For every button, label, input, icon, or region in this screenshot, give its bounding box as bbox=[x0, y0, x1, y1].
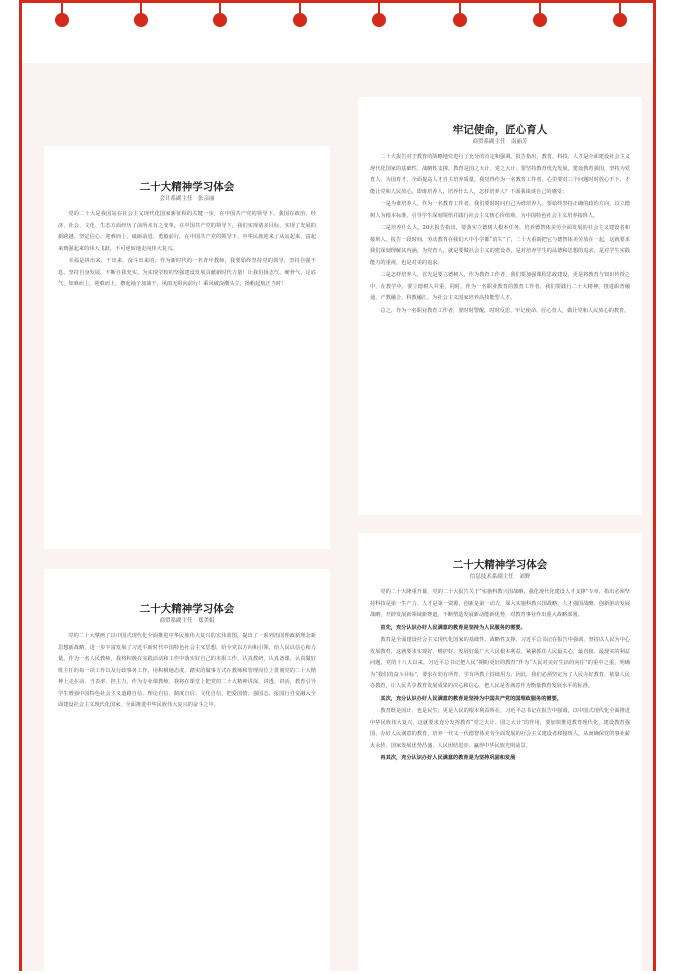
pin-icon bbox=[213, 3, 227, 29]
article-paragraph: 二是培养什么人。20大报告指出，要落实立德树人根本任务，培养德智体美劳全面发展的社会主义建设者和接班人。报告一段时间，劳动教育在我们大中小学都“消失”了，二十大重新把它与德智体美劳放在一起，这就要求我们深刻理解其内涵，为党育人，就是要做社会主义的建设者，是对培养学生的品德和思想的追求，是对学生实践能力的重视，也是对美的追求。 bbox=[370, 225, 630, 266]
pin-icon bbox=[453, 3, 467, 29]
article-card bbox=[358, 97, 642, 515]
pin-icon bbox=[613, 3, 627, 29]
article-paragraph: 幸福是拼出来、干出来、奋斗出来的。作为新时代的一名青年教师，我要始终坚持党的领导，坚持自强不息、坚持自身发展，不断自我充实，为实现学校的坚强建设发展贡献新时代力量！让我们扬志气、硬骨气、足底气，知难而上，迎难而上，撸起袖子加油干，风雨无阻向前行！乘风破浪潮头立，扬帆起航正当时！ bbox=[58, 258, 316, 287]
article-title: 二十大精神学习体会 bbox=[452, 559, 548, 571]
article-author: 信息技术系副主任 刘野 bbox=[469, 574, 531, 580]
pin-icon bbox=[372, 3, 386, 29]
pin-icon bbox=[134, 3, 148, 29]
header-strip bbox=[22, 3, 653, 63]
article-subheading: 首先，充分认识办好人民满意的教育是坚持为人民服务的需要。 bbox=[380, 624, 526, 631]
article-title: 二十大精神学习体会 bbox=[139, 181, 235, 193]
article-paragraph: 党的二十大擘画了以中国式现代化全面推进中华民族伟大复兴的宏伟蓝图，提出了一系列治国理政新理念新思想新战略，进一步丰富发展了习近平新时代中国特色社会主义思想，给全党以方向和引领，给人民以信心和力量。作为一名人民教师，我将积极在实践活动和工作中落实好自己的本职工作，认真教研，认真备课，认真做好班主任的每一项工作以及行政事务工作，用积极地态度、踏实的做事方式在教师和管理岗位上贯彻党的二十大精神上走在前、当表率、担主力，作为专业课教师，我将在课堂上把党的二十大精神讲深、讲透、讲活，教育引导学生增强中国特色社会主义道路自信、理论自信、制度自信、文化自信，把爱国情、强国志、报国行自觉融入全面建设社会主义现代化国家、全面推进中华民族伟大复兴的奋斗之中。 bbox=[58, 633, 316, 708]
article-subheading: 再其次，充分认识办好人民满意的教育是为坚持巩固和发展 bbox=[380, 755, 516, 761]
bulletin-board bbox=[19, 0, 656, 971]
article-paragraph: 教育是全面建设社会主义现代化国家的基础性、战略性支撑，习近平总书记在报告中强调，坚持以人民为中心发展教育，这就要求实现好、维护好、发展好最广大人民根本利益，紧紧抓住人民最关心、最直接、最现实的利益问题，党的十八大以来，习近平总书记把人民“期盼更好的教育”作为“人民对美好生活的向往”的重中之重，明确为“我们的奋斗目标”，要求在幼有所育、学有所教上持续用力，因此，我们必须坚定为了人民办好教育，依靠人民办教育，让人民共享教育发展成果的决心和信心，把人民是否满意作为衡量教育发展水平的标准。 bbox=[370, 637, 630, 689]
article-paragraph: 教育既是国计，也是民生，更是人民的根本利益所在，习近平总书记在报告中强调，以中国式现代化全面推进中华民族伟大复兴，这就要求充分发挥教育“党之大计、国之大计”的作用，要加快推进教育现代化，建设教育强国、办好人民满意的教育，培养一代又一代德智体美劳全面发展的社会主义建设者和接班人，从而确保党的事业薪火永传、国家发展优势昌盛、人民团结进步、赢得中华民族光明前景。 bbox=[370, 708, 630, 749]
article-paragraph: 总之，作为一名职业教育工作者，要时时警醒，时时反思，牢记使命、匠心育人，做让党和人民放心的教育。 bbox=[380, 307, 630, 314]
article-paragraph: 一是为谁培养人。作为一名教育工作者，我们要时时问自己为谁培养人。要始终坚持正确的政治方向，以立德树人为根本标准，引导学生深刻领悟并践行社会主义核心价值观，为中国特色社会主义培养接班人。 bbox=[370, 201, 630, 219]
article-card bbox=[358, 533, 642, 974]
article-author: 商贸系副主任 南丽芳 bbox=[472, 139, 528, 145]
article-title: 二十大精神学习体会 bbox=[139, 603, 235, 615]
article-author: 会计系副主任 张亲丽 bbox=[159, 196, 215, 202]
article-paragraph: 党的二十大是我国站在社会主义现代化国家新征程的关键一步，在中国共产党的领导下，我国在政治、经济、社会、文化、生态方面经历了前所未有之变革。在中国共产党的领导下，我们实现诸多目标，实现了发展的新跨越、坚定信心、迎难而上、砥砺前进、勇毅前行，在中国共产党的领导下，中华民族迎来了从站起来、富起来到强起来的伟大飞跃，不可逆转地走向伟大复兴。 bbox=[58, 211, 316, 252]
pin-icon bbox=[533, 3, 547, 29]
article-subheading: 其次，充分认识办好人民满意的教育是坚持为中国共产党的国理政服务的需要。 bbox=[380, 695, 562, 702]
article-title: 牢记使命，匠心育人 bbox=[452, 124, 548, 136]
pin-icon bbox=[293, 3, 307, 29]
article-card bbox=[44, 146, 330, 549]
pin-icon bbox=[55, 3, 69, 29]
article-paragraph: 二十大报告对于教育的战略地位进行了充分的肯定和强调。报告指出，教育、科技、人才是全面建设社会主义现代化国家的基础性、战略性支撑。教育是国之大计、党之大计。要坚持教育优先发展，建设教育强国，坚持为党育人、为国育才，全面提高人才自主培养质量。我觉得作为一名教育工作者，心里要对三个问题时时放心不下，才能让党和人民放心。即谁培养人，培养什么人，怎样培养人？下面我谈谈自己的感受： bbox=[370, 154, 630, 195]
article-paragraph: 党的二十大隆重开幕，党的二十大报告关于“实施科教兴国战略，强化现代化建设人才支撑”专章，指出必须坚持科技是第一生产力、人才是第一资源、创新是第一动力，深入实施科教兴国战略、人才强国战略、创新驱动发展战略，开辟发展新领域新赛道，不断塑造发展新动能新优势，对教育事业作出重大战略部署。 bbox=[370, 589, 630, 618]
article-paragraph: 三是怎样培养人。首先是要立德树人，作为教育工作者，我们要加强课程思政建设，更是将教育与知识传授之中，在教学中，要立德树人并重，同时，作为一名职业教育的教育工作者，我们要践行二十大精神，推进职普融通、产教融合、科教融汇，为社会主义国家培养高技能型人才。 bbox=[370, 272, 630, 301]
article-author: 商贸系副主任 郑美娟 bbox=[159, 618, 215, 624]
article-card bbox=[44, 569, 330, 974]
